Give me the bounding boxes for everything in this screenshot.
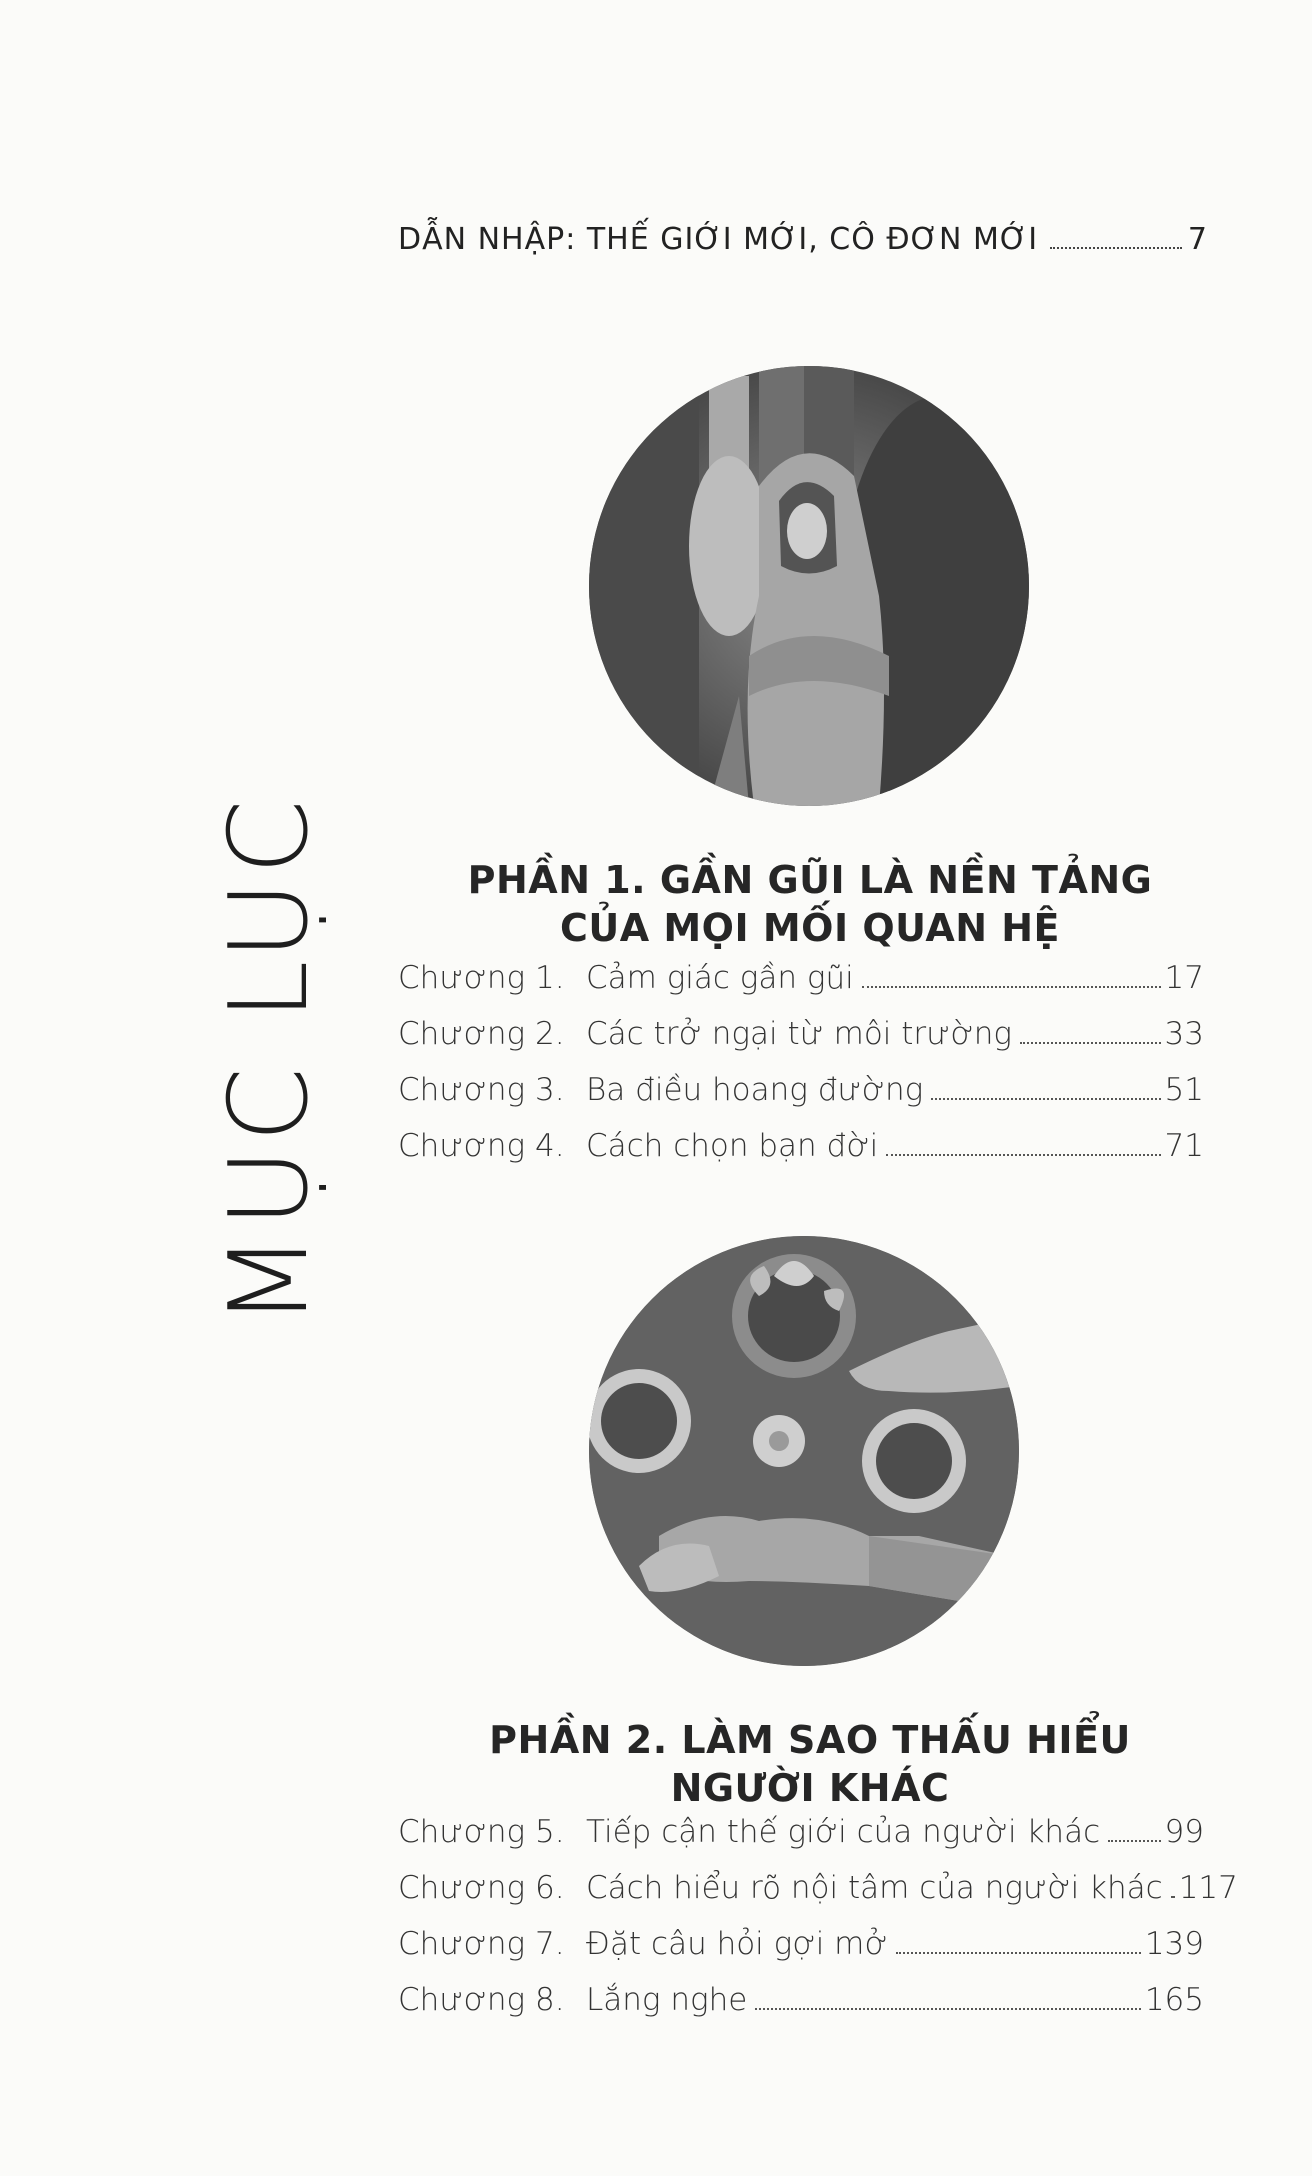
leader-dots [896,1951,1141,1954]
chapter-number: Chương 5. [398,1814,565,1850]
part-2-heading [440,1716,1180,1812]
toc-entry-chapter-5[interactable] [398,1814,1204,1870]
chapter-number: Chương 8. [398,1982,565,2018]
page-title: MỤC LỤC [207,793,332,1327]
toc-entry-chapter-2[interactable] [398,1016,1204,1072]
toc-entry-chapter-8[interactable] [398,1982,1204,2038]
intro-entry[interactable] [398,222,1208,257]
chapter-number: Chương 2. [398,1016,565,1052]
chapter-title: Ba điều hoang đường [586,1072,924,1108]
page-number: 71 [1164,1128,1204,1164]
part-1-heading [440,856,1180,952]
chapter-number: Chương 1. [398,960,565,996]
chapter-title: Cảm giác gần gũi [586,960,854,996]
toc-entry-chapter-7[interactable] [398,1926,1204,1982]
page-number: 51 [1164,1072,1204,1108]
toc-entry-chapter-4[interactable] [398,1128,1204,1184]
part-1-chapter-list [398,960,1204,1184]
chapter-title: Đặt câu hỏi gợi mở [586,1926,888,1962]
toc-entry-chapter-6[interactable] [398,1870,1238,1926]
page-number: 117 [1178,1870,1238,1906]
part-2-chapter-list [398,1814,1238,2038]
chapter-title: Lắng nghe [586,1982,748,2018]
chapter-number: Chương 7. [398,1926,565,1962]
leader-dots [1050,246,1182,249]
leader-dots [886,1153,1160,1156]
toc-entry-chapter-1[interactable] [398,960,1204,1016]
chapter-number: Chương 6. [398,1870,565,1906]
chapter-title: Tiếp cận thế giới của người khác [586,1814,1101,1850]
page-number: 33 [1164,1016,1204,1052]
leader-dots [755,2007,1140,2010]
leader-dots [1020,1041,1161,1044]
part-1-heading-line2: CỦA MỌI MỐI QUAN HỆ [559,906,1061,950]
toc-entry-chapter-3[interactable] [398,1072,1204,1128]
chapter-number: Chương 4. [398,1128,565,1164]
page-number: 17 [1164,960,1204,996]
chapter-title: Cách hiểu rõ nội tâm của người khác [586,1870,1163,1906]
leader-dots [931,1097,1160,1100]
intro-label: DẪN NHẬP: THẾ GIỚI MỚI, CÔ ĐƠN MỚI [398,222,1039,257]
part-2-heading-line1: PHẦN 2. LÀM SAO THẤU HIỂU [489,1718,1131,1762]
page-number: 165 [1144,1982,1204,2018]
page-number: 139 [1144,1926,1204,1962]
part-1-heading-line1: PHẦN 1. GẦN GŨI LÀ NỀN TẢNG [467,858,1153,902]
leader-dots [1171,1895,1175,1898]
intro-page-number: 7 [1187,222,1208,257]
leader-dots [862,985,1161,988]
part-2-heading-line2: NGƯỜI KHÁC [670,1766,950,1810]
page-number: 99 [1164,1814,1204,1850]
chapter-title: Các trở ngại từ môi trường [586,1016,1013,1052]
leader-dots [1108,1839,1160,1842]
chapter-number: Chương 3. [398,1072,565,1108]
chapter-title: Cách chọn bạn đời [586,1128,879,1164]
woman-hood-photo-icon [589,366,1029,806]
hands-tea-cups-photo-icon [589,1236,1019,1666]
